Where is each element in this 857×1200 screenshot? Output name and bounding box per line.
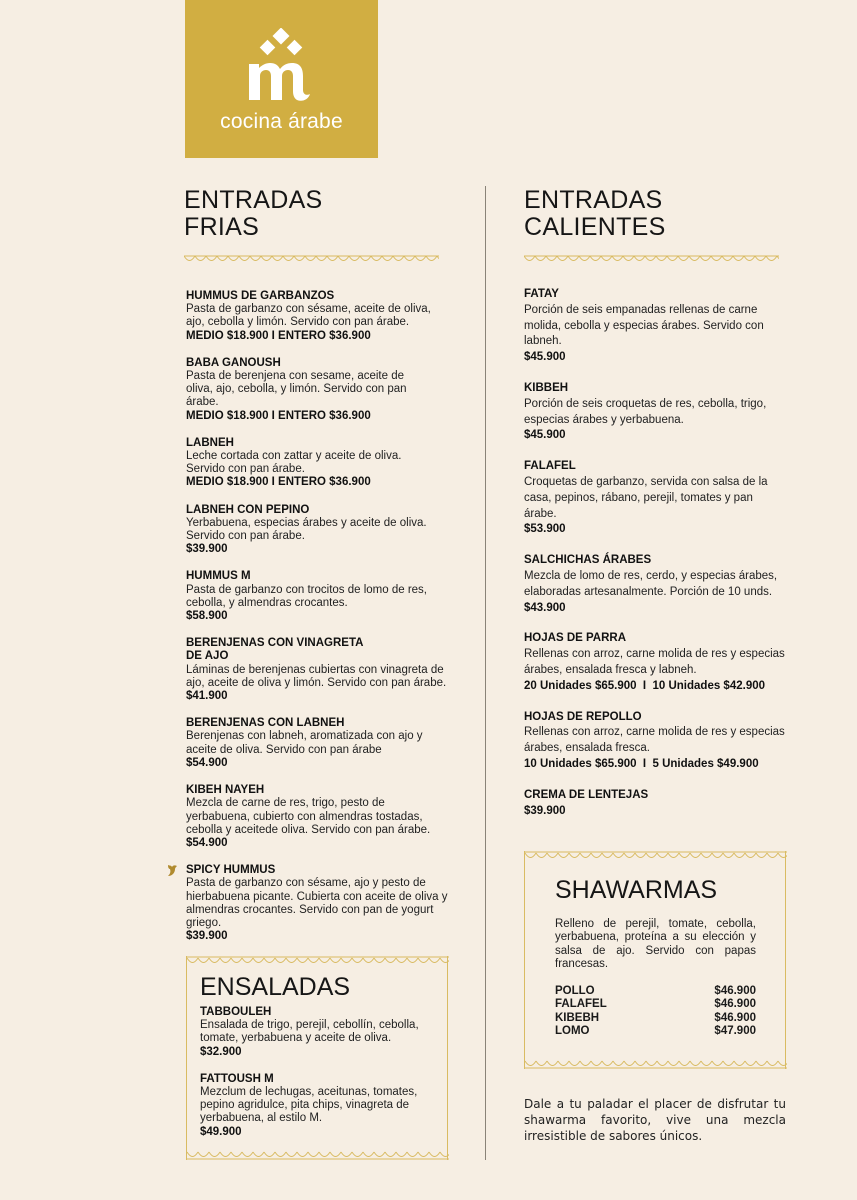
item-desc: Mezcla de lomo de res, cerdo, y especias árabes, elaboradas artesanalmente. Porción de 10 unds.	[524, 569, 778, 598]
menu-item	[200, 1006, 440, 1059]
item-price: $32.900	[200, 1045, 242, 1058]
title-line: ENTRADAS	[184, 186, 323, 214]
item-name: HOJAS DE REPOLLO	[524, 710, 642, 723]
item-desc: Ensalada de trigo, perejil, cebollín, cebolla, tomate, yerbabuena y aceite de oliva.	[200, 1019, 419, 1045]
zigzag-divider	[184, 254, 439, 264]
item-name: HOJAS DE PARRA	[524, 632, 627, 645]
item-price: $49.900	[200, 1125, 242, 1138]
title-line: CALIENTES	[524, 213, 666, 241]
menu-item	[186, 864, 451, 943]
entradas-calientes-list	[524, 287, 786, 834]
item-name: HUMMUS M	[186, 570, 251, 583]
section-title-ensaladas: ENSALADAS	[200, 973, 351, 1001]
option-price: $46.900	[714, 1011, 756, 1024]
item-name: FATTOUSH M	[200, 1072, 274, 1085]
logo-text: cocina árabe	[220, 110, 343, 133]
menu-item	[186, 570, 451, 623]
shawarmas-options	[555, 985, 756, 1038]
item-name: HUMMUS DE GARBANZOS	[186, 290, 335, 302]
title-line: FRIAS	[184, 213, 260, 241]
item-name: LABNEH	[186, 436, 234, 449]
menu-item	[200, 1073, 440, 1139]
brand-logo	[185, 0, 378, 158]
item-desc: Mezcla de carne de res, trigo, pesto de yerbabuena, cubierto con almendras tostadas, cebolla y aceitede oliva. Servido con pan árabe.	[186, 797, 431, 836]
item-price: MEDIO $18.900 I ENTERO $36.900	[186, 329, 371, 342]
item-desc: Porción de seis croquetas de res, cebolla, trigo, especias árabes y yerbabuena.	[524, 397, 767, 426]
item-desc: Rellenas con arroz, carne molida de res y especias árabes, ensalada fresca.	[524, 726, 785, 755]
ensaladas-list	[200, 1006, 440, 1139]
menu-item	[524, 631, 786, 694]
menu-item	[186, 504, 451, 557]
ensaladas-box	[186, 956, 448, 1160]
shawarma-option	[555, 1012, 756, 1025]
menu-item	[524, 710, 786, 773]
shawarma-tagline: Dale a tu paladar el placer de disfrutar tu shawarma favorito, vive una mezcla irresistible de sabores únicos.	[524, 1097, 786, 1143]
item-name: BABA GANOUSH	[186, 356, 281, 369]
shawarma-option	[555, 985, 756, 998]
item-price: $39.900	[524, 804, 566, 817]
item-price: $39.900	[186, 543, 228, 556]
zigzag-border-top	[187, 956, 449, 966]
item-price: 20 Unidades $65.900 I 10 Unidades $42.900	[524, 679, 766, 692]
menu-item	[186, 784, 451, 850]
item-desc: Pasta de garbanzo con trocitos de lomo de res, cebolla, y almendras crocantes.	[186, 583, 428, 609]
item-price: MEDIO $18.900 I ENTERO $36.900	[186, 409, 371, 422]
item-desc: Mezclum de lechugas, aceitunas, tomates, pepino agridulce, pita chips, vinagreta de yerbabuena, al estilo M.	[200, 1086, 418, 1125]
menu-item	[186, 717, 451, 770]
menu-item	[186, 437, 451, 490]
logo-mark-icon	[246, 28, 318, 106]
zigzag-border-bottom	[187, 1150, 449, 1160]
option-name: POLLO	[555, 985, 595, 998]
menu-item	[186, 290, 451, 343]
item-name: KIBBEH	[524, 381, 569, 394]
section-title-entradas-frias	[184, 187, 323, 241]
item-price: MEDIO $18.900 I ENTERO $36.900	[186, 476, 371, 489]
section-title-shawarmas: SHAWARMAS	[555, 876, 718, 904]
shawarma-option	[555, 1025, 756, 1038]
item-price: $45.900	[524, 429, 566, 442]
item-price: $53.900	[524, 523, 566, 536]
item-price: $58.900	[186, 610, 228, 623]
shawarmas-content	[555, 876, 756, 1038]
item-name: LABNEH CON PEPINO	[186, 503, 310, 516]
item-name: BERENJENAS CON LABNEH	[186, 717, 345, 730]
item-name: TABBOULEH	[200, 1006, 272, 1018]
option-name: FALAFEL	[555, 998, 607, 1011]
column-divider	[485, 186, 486, 1160]
item-price: 10 Unidades $65.900 I 5 Unidades $49.900	[524, 757, 759, 770]
option-price: $47.900	[714, 1025, 756, 1038]
menu-item	[524, 553, 786, 616]
item-desc: Rellenas con arroz, carne molida de res y especias árabes, ensalada fresca y labneh.	[524, 648, 785, 676]
option-price: $46.900	[714, 998, 756, 1011]
item-price: $41.900	[186, 690, 228, 703]
option-price: $46.900	[714, 985, 756, 998]
item-name: BERENJENAS CON VINAGRETA DE AJO	[186, 637, 363, 663]
shawarmas-desc: Relleno de perejil, tomate, cebolla, yerbabuena, proteína a su elección y salsa de ajo. Servido con papas francesas.	[555, 918, 756, 970]
title-line: ENTRADAS	[524, 186, 663, 214]
menu-item	[524, 788, 786, 820]
item-desc: Láminas de berenjenas cubiertas con vinagreta de ajo, aceite de oliva y limón. Servido con pan árabe.	[186, 663, 447, 689]
zigzag-divider	[524, 254, 779, 264]
item-desc: Porción de seis empanadas rellenas de carne molida, cebolla y especias árabes. Servido con labneh.	[524, 303, 764, 348]
item-name: SALCHICHAS ÁRABES	[524, 554, 652, 567]
section-title-entradas-calientes	[524, 187, 666, 241]
item-price: $43.900	[524, 601, 566, 614]
menu-item	[186, 357, 451, 423]
option-name: KIBEBH	[555, 1011, 600, 1024]
shawarma-option	[555, 998, 756, 1011]
option-name: LOMO	[555, 1025, 590, 1038]
entradas-frias-list	[186, 290, 451, 957]
item-desc: Pasta de garbanzo con sésame, aceite de oliva, ajo, cebolla y limón. Servido con pan árabe.	[186, 303, 431, 329]
item-name: FALAFEL	[524, 460, 576, 473]
item-desc: Pasta de garbanzo con sésame, ajo y pesto de hierbabuena picante. Cubierta con aceite de oliva y almendras crocantes. Servido con pan de yogurt griego.	[186, 877, 448, 929]
item-name: KIBEH NAYEH	[186, 784, 265, 797]
item-price: $54.900	[186, 836, 228, 849]
zigzag-border-bottom	[525, 1059, 787, 1069]
item-name: FATAY	[524, 288, 559, 300]
menu-item	[524, 287, 786, 366]
ensaladas-content	[200, 973, 440, 1153]
menu-item	[524, 459, 786, 538]
item-name: SPICY HUMMUS	[186, 864, 276, 877]
item-desc: Yerbabuena, especias árabes y aceite de oliva. Servido con pan árabe.	[186, 516, 427, 543]
chili-pepper-icon	[165, 863, 179, 877]
zigzag-border-top	[525, 851, 787, 861]
item-price: $54.900	[186, 756, 228, 769]
menu-item	[524, 381, 786, 444]
item-desc: Pasta de berenjena con sesame, aceite de oliva, ajo, cebolla, y limón. Servido con pan árabe.	[186, 370, 407, 409]
shawarmas-box	[524, 851, 786, 1069]
item-price: $39.900	[186, 930, 228, 943]
item-price: $45.900	[524, 351, 566, 364]
item-desc: Berenjenas con labneh, aromatizada con ajo y aceite de oliva. Servido con pan árabe	[186, 730, 423, 756]
item-desc: Leche cortada con zattar y aceite de oliva. Servido con pan árabe.	[186, 450, 402, 476]
item-name: CREMA DE LENTEJAS	[524, 788, 649, 801]
menu-item	[186, 637, 451, 703]
item-desc: Croquetas de garbanzo, servida con salsa de la casa, pepinos, rábano, perejil, tomates y pan árabe.	[524, 475, 768, 520]
